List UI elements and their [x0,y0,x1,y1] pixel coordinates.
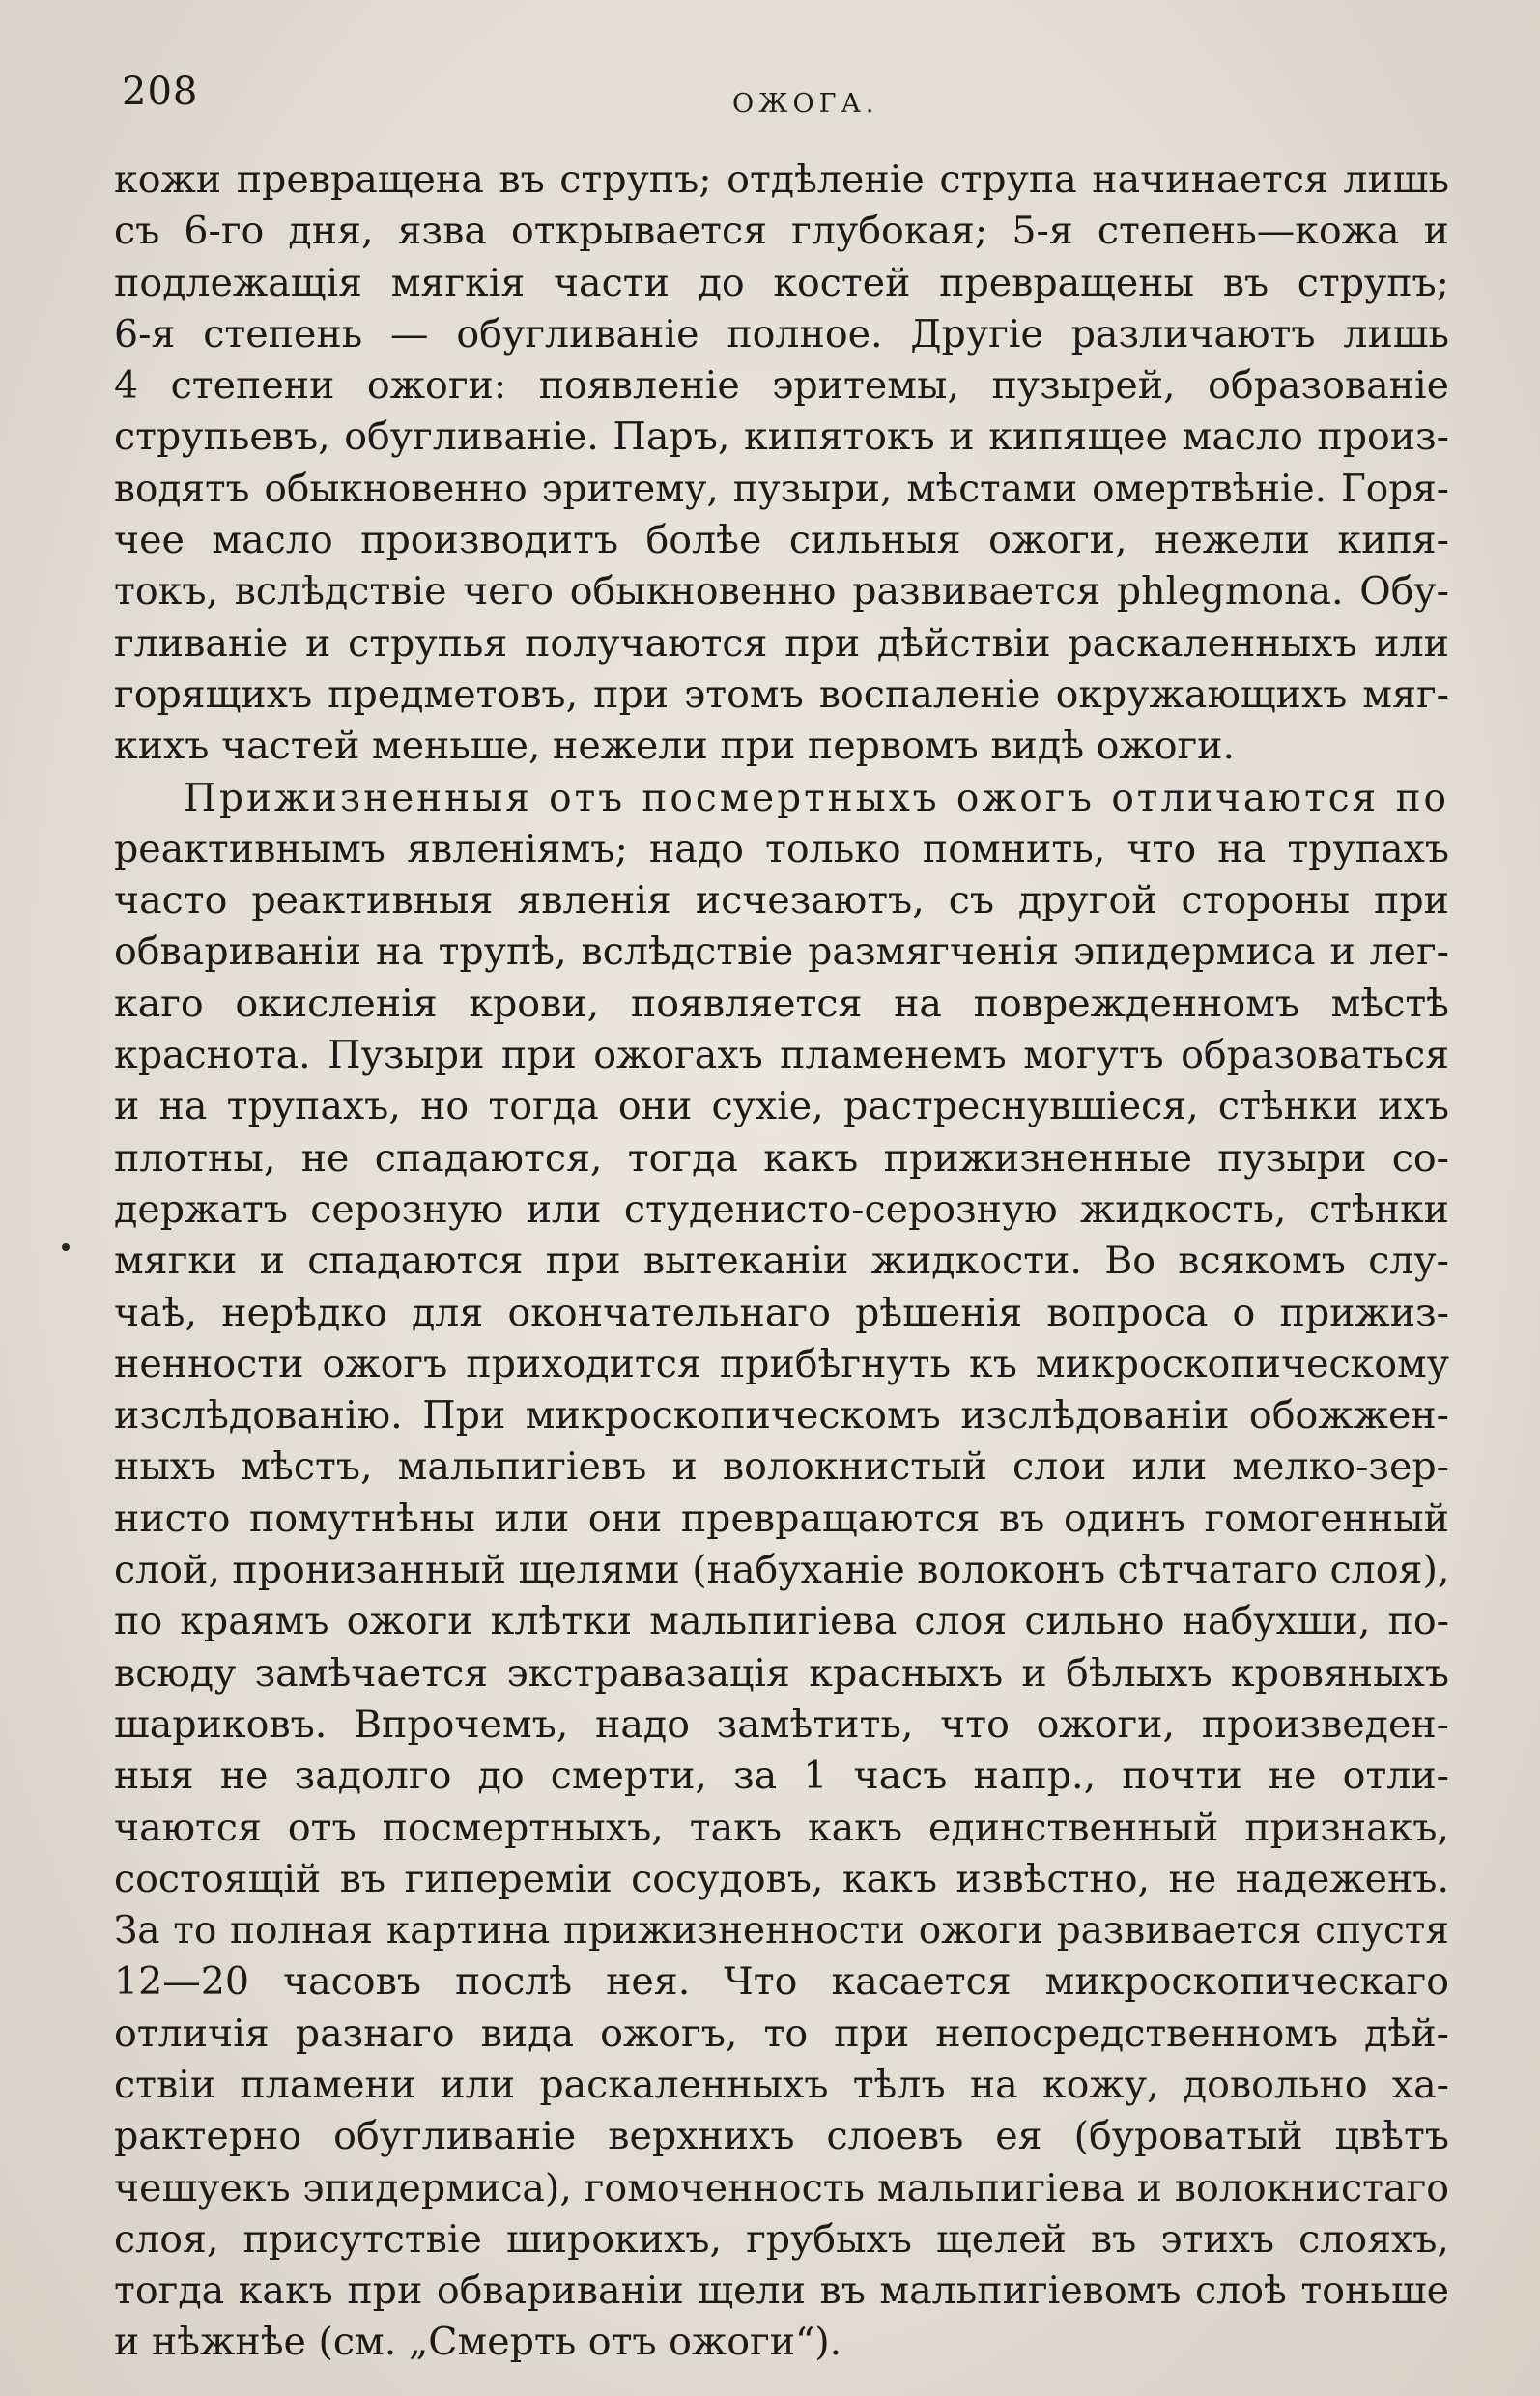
text-line: чаѣ, нерѣдко для окончательнаго рѣшенія вопроса о прижиз- [114,1290,1449,1335]
text-line: и на трупахъ, но тогда они сухіе, растреснувшіеся, стѣнки ихъ [114,1084,1449,1129]
text-line: и нѣжнѣе (см. „Смерть отъ ожоги“). [114,2320,842,2365]
text-line: съ 6-го дня, язва открывается глубокая; 5-я степень—кожа и [114,209,1449,254]
margin-mark [62,1243,70,1251]
text-line: всюду замѣчается экстравазація красныхъ и бѣлыхъ кровяныхъ [114,1650,1449,1696]
running-head: ОЖОГА. [732,89,879,119]
text-line: часто реактивныя явленія исчезаютъ, съ другой стороны при [114,878,1449,924]
text-line: подлежащія мягкія части до костей превращены въ струпъ; [114,260,1449,305]
text-line: слоя, присутствіе широкихъ, грубыхъ щелей въ этихъ слояхъ, [114,2216,1449,2262]
text-line: держатъ серозную или студенисто-серозную жидкость, стѣнки [114,1186,1449,1232]
text-line: рактерно обугливаніе верхнихъ слоевъ ея (буроватый цвѣтъ [114,2114,1449,2159]
text-line: кихъ частей меньше, нежели при первомъ видѣ ожоги. [114,724,1236,769]
text-line: шариковъ. Впрочемъ, надо замѣтить, что ожоги, произведен- [114,1701,1449,1747]
text-line: токъ, вслѣдствіе чего обыкновенно развивается phlegmona. Обу- [114,569,1449,614]
text-line: чаются отъ посмертныхъ, такъ какъ единственный признакъ, [114,1805,1449,1850]
text-line: горящихъ предметовъ, при этомъ воспаленіе окружающихъ мяг- [114,671,1449,717]
text-line: слой, пронизанный щелями (набуханіе волоконъ сѣтчатаго слоя), [114,1548,1449,1593]
text-line: мягки и спадаются при вытеканіи жидкости. Во всякомъ слу- [114,1239,1449,1284]
text-line: ныхъ мѣстъ, мальпигіевъ и волокнистый слои или мелко-зер- [114,1444,1449,1490]
text-line: плотны, не спадаются, тогда какъ прижизненные пузыри со- [114,1135,1449,1181]
text-line: 6-я степень — обугливаніе полное. Другіе различаютъ лишь [114,311,1449,357]
text-line: кожи превращена въ струпъ; отдѣленіе струпа начинается лишь [114,157,1449,202]
text-line: гливаніе и струпья получаются при дѣйствіи раскаленныхъ или [114,620,1449,666]
text-line: по краямъ ожоги клѣтки мальпигіева слоя сильно набухши, по- [114,1599,1449,1644]
text-line: обвариваніи на трупѣ, вслѣдствіе размягченія эпидермиса и лег- [114,929,1449,975]
text-line: водятъ обыкновенно эритему, пузыри, мѣстами омертвѣніе. Горя- [114,467,1449,511]
text-line: состоящій въ гипереміи сосудовъ, какъ извѣстно, не надеженъ. [114,1856,1449,1901]
text-line: струпьевъ, обугливаніе. Паръ, кипятокъ и кипящее масло произ- [114,414,1449,460]
text-line: чешуекъ эпидермиса), гомоченность мальпигіева и волокнистаго [114,2165,1449,2211]
text-line: ныя не задолго до смерти, за 1 часъ напр., почти не отли- [114,1754,1449,1799]
page-header [114,70,1447,128]
body-text [114,155,1449,2369]
page-number: 208 [122,70,199,114]
text-line: За то полная картина прижизненности ожоги развивается спустя [114,1909,1449,1954]
text-line: ствіи пламени или раскаленныхъ тѣлъ на кожу, довольно ха- [114,2062,1449,2107]
paragraph-first-line: Прижизненныя отъ посмертныхъ ожогъ отличаются по [184,776,1449,820]
text-line: краснота. Пузыри при ожогахъ пламенемъ могутъ образоваться [114,1033,1449,1078]
text-line: нисто помутнѣны или они превращаются въ одинъ гомогенный [114,1496,1449,1541]
text-line: чее масло производитъ болѣе сильныя ожоги, нежели кипя- [114,518,1449,563]
text-line: 12—20 часовъ послѣ нея. Что касается микроскопическаго [114,1959,1449,2005]
text-line: ненности ожогъ приходится прибѣгнуть къ микроскопическому [114,1341,1449,1386]
text-line: тогда какъ при обвариваніи щели въ мальпигіевомъ слоѣ тоньше [114,2268,1449,2314]
text-line: 4 степени ожоги: появленіе эритемы, пузырей, образованіе [114,363,1449,409]
text-line: реактивнымъ явленіямъ; надо только помнить, что на трупахъ [114,826,1449,871]
text-line: изслѣдованію. При микроскопическомъ изслѣдованіи обожжен- [114,1393,1449,1439]
text-line: отличія разнаго вида ожогъ, то при непосредственномъ дѣй- [114,2011,1449,2056]
text-line: каго окисленія крови, появляется на поврежденномъ мѣстѣ [114,981,1449,1026]
